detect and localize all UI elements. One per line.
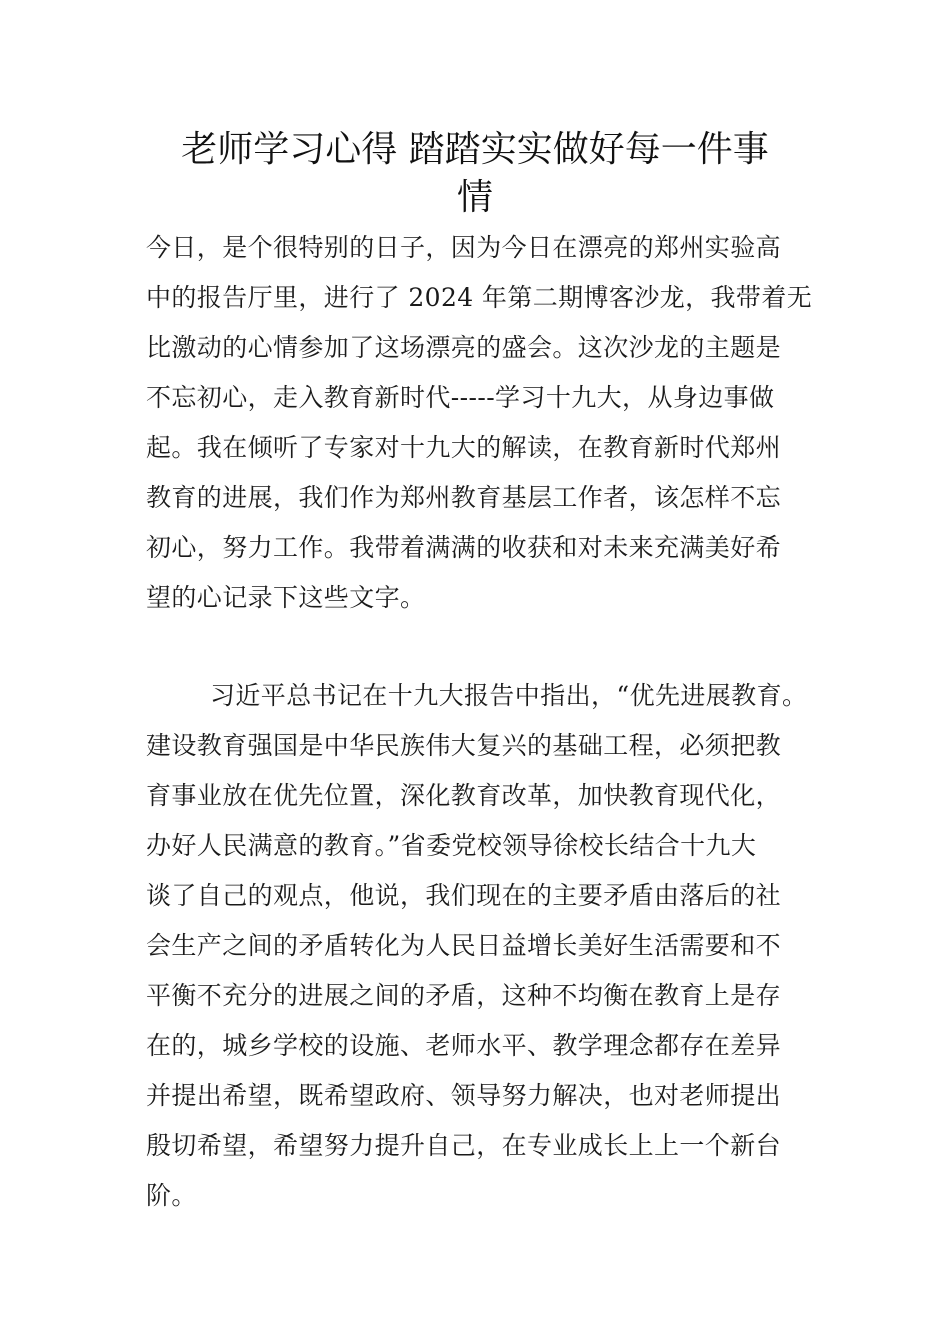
- paragraph-1-line: 初心，努力工作。我带着满满的收获和对未来充满美好希: [146, 533, 782, 562]
- paragraph-1-line: 今日，是个很特别的日子，因为今日在漂亮的郑州实验高: [146, 233, 782, 262]
- paragraph-2-line: 阶。: [146, 1181, 197, 1210]
- paragraph-1-line: 望的心记录下这些文字。: [146, 583, 426, 612]
- paragraph-1-line: 起。我在倾听了专家对十九大的解读，在教育新时代郑州: [146, 433, 782, 462]
- paragraph-2-line: 平衡不充分的进展之间的矛盾，这种不均衡在教育上是存: [146, 981, 782, 1010]
- document-title-line-1: 老师学习心得 踏踏实实做好每一件事: [181, 129, 769, 170]
- paragraph-1-line: 中的报告厅里，进行了 2024 年第二期博客沙龙，我带着无: [146, 283, 813, 312]
- paragraph-1-line: 教育的进展，我们作为郑州教育基层工作者，该怎样不忘: [146, 483, 782, 512]
- paragraph-2-line: 育事业放在优先位置，深化教育改革，加快教育现代化，: [146, 781, 782, 810]
- paragraph-2-line: 建设教育强国是中华民族伟大复兴的基础工程，必须把教: [146, 731, 782, 760]
- paragraph-2-line: 并提出希望，既希望政府、领导努力解决，也对老师提出: [146, 1081, 782, 1110]
- paragraph-1-line: 比激动的心情参加了这场漂亮的盛会。这次沙龙的主题是: [146, 333, 782, 362]
- paragraph-2-line: 办好人民满意的教育。”省委党校领导徐校长结合十九大: [146, 831, 757, 860]
- paragraph-2-line: 习近平总书记在十九大报告中指出，“优先进展教育。: [210, 681, 808, 710]
- document-title-line-2: 情: [456, 177, 493, 218]
- paragraph-2-line: 谈了自己的观点，他说，我们现在的主要矛盾由落后的社: [146, 881, 782, 910]
- paragraph-2-line: 在的，城乡学校的设施、老师水平、教学理念都存在差异: [146, 1031, 782, 1060]
- paragraph-1-line: 不忘初心，走入教育新时代-----学习十九大，从身边事做: [146, 383, 775, 412]
- paragraph-2-line: 会生产之间的矛盾转化为人民日益增长美好生活需要和不: [146, 931, 782, 960]
- paragraph-2-line: 殷切希望，希望努力提升自己，在专业成长上上一个新台: [146, 1131, 782, 1160]
